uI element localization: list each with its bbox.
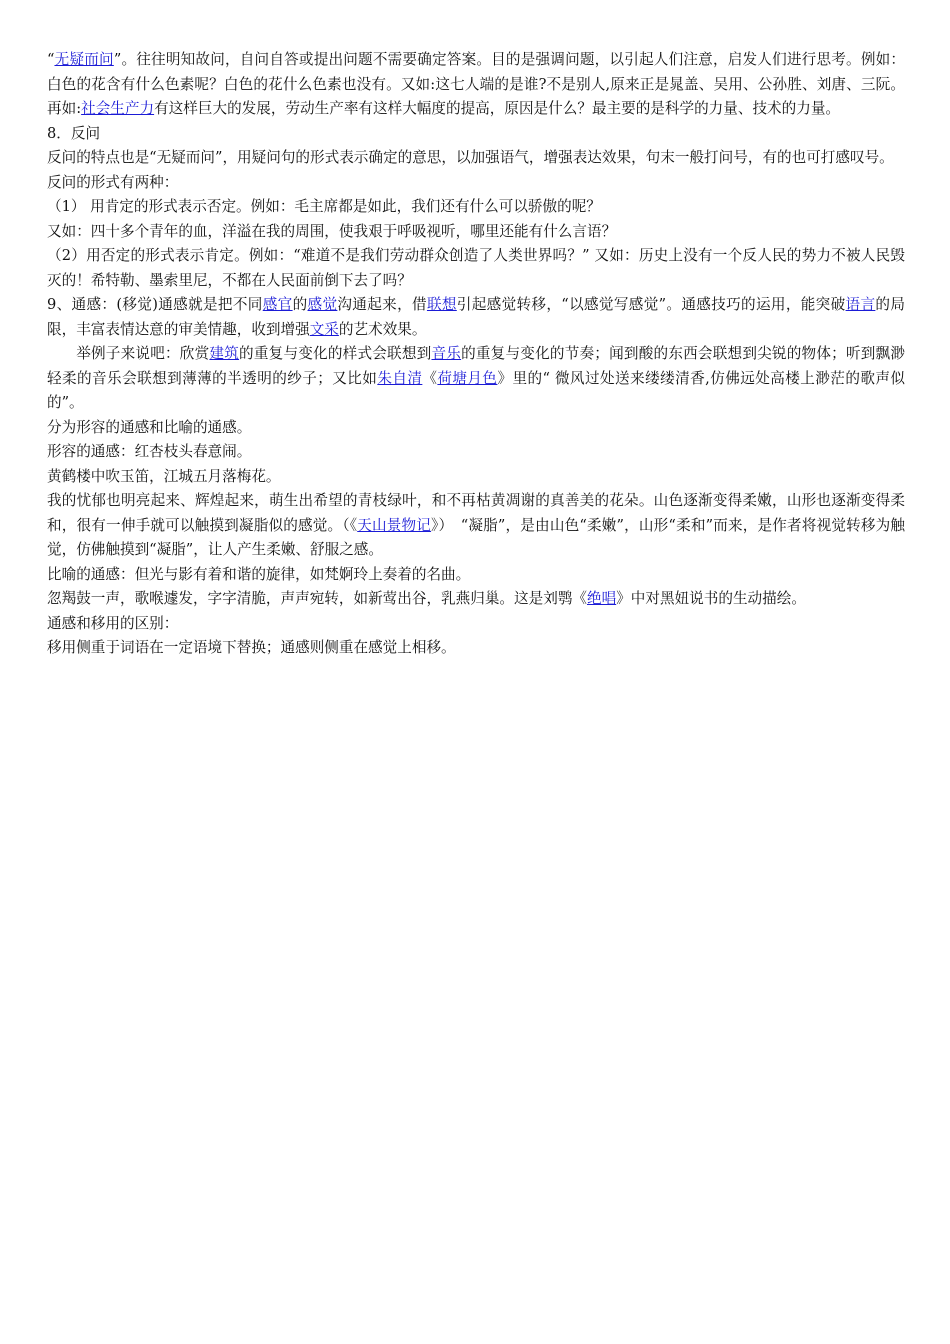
text-run: 通感和移用的区别： xyxy=(47,614,179,632)
paragraph xyxy=(47,293,905,342)
text-run: 举例子来说吧：欣赏 xyxy=(76,345,210,362)
paragraph xyxy=(47,440,905,465)
hyperlink[interactable]: 荷塘月色 xyxy=(437,369,498,387)
text-run: 分为形容的通感和比喻的通感。 xyxy=(47,418,252,436)
document-body xyxy=(47,48,905,661)
text-run: 又如：四十多个青年的血，洋溢在我的周围，使我艰于呼吸视听，哪里还能有什么言语？ xyxy=(47,222,617,240)
text-run: 引起感觉转移，“以感觉写感觉”。通感技巧的运用，能突破 xyxy=(456,296,846,313)
text-run: 《 xyxy=(422,369,438,387)
paragraph xyxy=(47,342,905,416)
paragraph xyxy=(47,416,905,441)
text-run: 我的忧郁也明亮起来、辉煌起来，萌生出希望的青枝绿叶，和不再枯黄凋谢的真善美的花朵。山色逐渐变得柔嫩，山形也逐渐变得柔和，很有一伸手就可以触摸到凝脂似的感觉。（《 xyxy=(47,492,905,534)
text-run: 移用侧重于词语在一定语境下替换；通感则侧重在感觉上相移。 xyxy=(47,639,456,656)
hyperlink[interactable]: 感官 xyxy=(262,296,293,313)
paragraph xyxy=(47,220,905,245)
text-run: 的 xyxy=(292,296,308,313)
text-run: 9、通感：(移觉)通感就是把不同 xyxy=(47,296,263,313)
text-run: 的艺术效果。 xyxy=(338,320,427,338)
paragraph xyxy=(47,244,905,293)
text-run: 》中对黑妞说书的生动描绘。 xyxy=(616,590,806,607)
text-run: 反问的特点也是“无疑而问”，用疑问句的形式表示确定的意思，以加强语气，增强表达效果，句末一般打问号，有的也可打感叹号。 xyxy=(47,149,894,166)
paragraph xyxy=(47,465,905,490)
hyperlink[interactable]: 无疑而问 xyxy=(54,51,114,68)
text-run: （1） 用肯定的形式表示否定。例如：毛主席都是如此，我们还有什么可以骄傲的呢？ xyxy=(47,198,601,215)
hyperlink[interactable]: 语言 xyxy=(845,296,876,313)
paragraph xyxy=(47,146,905,171)
text-run: “ xyxy=(47,51,55,68)
paragraph xyxy=(47,636,905,661)
paragraph xyxy=(47,563,905,588)
paragraph xyxy=(47,612,905,637)
paragraph xyxy=(47,195,905,220)
text-run: 反问的形式有两种： xyxy=(47,173,179,191)
text-run: 8．反问 xyxy=(47,124,101,142)
text-run: 形容的通感：红杏枝头春意闹。 xyxy=(47,443,252,460)
hyperlink[interactable]: 天山景物记 xyxy=(357,516,432,534)
text-run: 黄鹤楼中吹玉笛，江城五月落梅花。 xyxy=(47,467,281,485)
text-run: 忽羯鼓一声，歌喉遽发，字字清脆，声声宛转，如新莺出谷，乳燕归巢。这是刘鹗《 xyxy=(47,590,587,607)
hyperlink[interactable]: 社会生产力 xyxy=(81,100,155,117)
hyperlink[interactable]: 朱自清 xyxy=(377,369,423,387)
text-run: 的重复与变化的节奏；闻到酸的东西会联想到尖锐的物体；听到飘渺轻柔的音乐会联想到薄薄的半透明的纱子；又比如 xyxy=(47,345,905,387)
hyperlink[interactable]: 音乐 xyxy=(431,345,462,362)
text-run: 有这样巨大的发展，劳动生产率有这样大幅度的提高，原因是什么？最主要的是科学的力量、技术的力量。 xyxy=(154,100,841,117)
paragraph xyxy=(47,122,905,147)
text-run: 的重复与变化的样式会联想到 xyxy=(239,345,432,362)
text-run: ”。往往明知故问，自问自答或提出问题不需要确定答案。目的是强调问题，以引起人们注意，启发人们进行思考。例如：白色的花含有什么色素呢？白色的花什么色素也没有。又如:这七人端的是谁?不是别人,原来正是晁盖、吴用、公孙胜、刘唐、三阮。再如: xyxy=(47,51,905,117)
text-run: 沟通起来，借 xyxy=(337,296,427,313)
hyperlink[interactable]: 文采 xyxy=(309,320,339,338)
paragraph xyxy=(47,48,905,122)
hyperlink[interactable]: 绝唱 xyxy=(586,590,617,607)
text-run: 的局限，丰富表情达意的审美情趣，收到增强 xyxy=(47,296,905,338)
paragraph xyxy=(47,587,905,612)
text-run: 》） “凝脂”，是由山色“柔嫩”，山形“柔和”而来，是作者将视觉转移为触觉，仿佛触摸到“凝脂”，让人产生柔嫩、舒服之感。 xyxy=(47,516,905,558)
paragraph xyxy=(47,171,905,196)
hyperlink[interactable]: 联想 xyxy=(426,296,457,313)
text-run: 》里的“ 微风过处送来缕缕清香,仿佛远处高楼上渺茫的歌声似的”。 xyxy=(47,369,905,411)
text-run: 比喻的通感：但光与影有着和谐的旋律，如梵婀玲上奏着的名曲。 xyxy=(47,565,471,583)
hyperlink[interactable]: 建筑 xyxy=(209,345,240,362)
paragraph xyxy=(47,489,905,563)
hyperlink[interactable]: 感觉 xyxy=(307,296,338,313)
text-run: （2）用否定的形式表示肯定。例如：“难道不是我们劳动群众创造了人类世界吗？” 又如：历史上没有一个反人民的势力不被人民毁灭的！希特勒、墨索里尼，不都在人民面前倒下去了吗？ xyxy=(47,247,905,289)
